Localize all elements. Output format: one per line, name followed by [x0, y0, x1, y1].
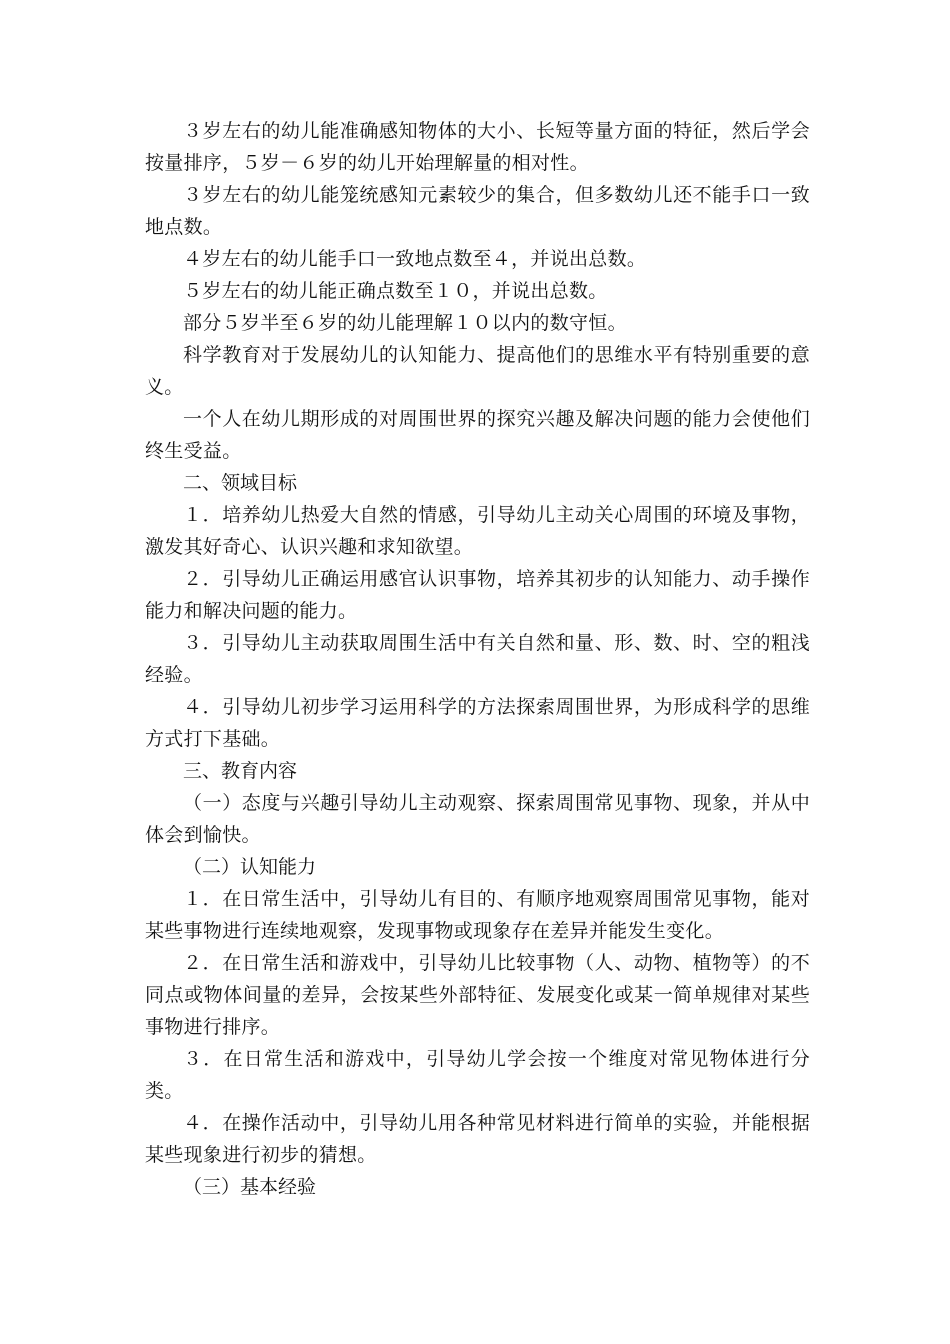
paragraph-1: ３岁左右的幼儿能准确感知物体的大小、长短等量方面的特征，然后学会按量排序，５岁－６岁的幼儿开始理解量的相对性。: [145, 120, 810, 174]
content-attitude-interest: （一）态度与兴趣引导幼儿主动观察、探索周围常见事物、现象，并从中体会到愉快。: [145, 792, 810, 846]
cognitive-item-1: １．在日常生活中，引导幼儿有目的、有顺序地观察周围常见事物，能对某些事物进行连续地观察，发现事物或现象存在差异并能发生变化。: [145, 888, 810, 942]
paragraph-2: ３岁左右的幼儿能笼统感知元素较少的集合，但多数幼儿还不能手口一致地点数。: [145, 184, 810, 238]
goal-item-1: １．培养幼儿热爱大自然的情感，引导幼儿主动关心周围的环境及事物，激发其好奇心、认识兴趣和求知欲望。: [145, 504, 810, 558]
document-page: [145, 115, 810, 1203]
cognitive-item-3: ３．在日常生活和游戏中，引导幼儿学会按一个维度对常见物体进行分类。: [145, 1048, 810, 1102]
goal-item-4: ４．引导幼儿初步学习运用科学的方法探索周围世界，为形成科学的思维方式打下基础。: [145, 696, 810, 750]
paragraph-4: ５岁左右的幼儿能正确点数至１０，并说出总数。: [183, 280, 608, 302]
paragraph-6: 科学教育对于发展幼儿的认知能力、提高他们的思维水平有特别重要的意义。: [145, 344, 810, 398]
paragraph-5: 部分５岁半至６岁的幼儿能理解１０以内的数守恒。: [183, 312, 627, 334]
subheading-basic-experience: （三）基本经验: [183, 1176, 317, 1198]
section-heading-content: 三、教育内容: [183, 760, 298, 782]
goal-item-2: ２．引导幼儿正确运用感官认识事物，培养其初步的认知能力、动手操作能力和解决问题的能力。: [145, 568, 810, 622]
paragraph-7: 一个人在幼儿期形成的对周围世界的探究兴趣及解决问题的能力会使他们终生受益。: [145, 408, 810, 462]
cognitive-item-4: ４．在操作活动中，引导幼儿用各种常见材料进行简单的实验，并能根据某些现象进行初步的猜想。: [145, 1112, 810, 1166]
paragraph-3: ４岁左右的幼儿能手口一致地点数至４，并说出总数。: [183, 248, 647, 270]
section-heading-goals: 二、领域目标: [183, 472, 298, 494]
goal-item-3: ３．引导幼儿主动获取周围生活中有关自然和量、形、数、时、空的粗浅经验。: [145, 632, 810, 686]
cognitive-item-2: ２．在日常生活和游戏中，引导幼儿比较事物（人、动物、植物等）的不同点或物体间量的差异，会按某些外部特征、发展变化或某一简单规律对某些事物进行排序。: [145, 952, 810, 1038]
subheading-cognitive-ability: （二）认知能力: [183, 856, 317, 878]
